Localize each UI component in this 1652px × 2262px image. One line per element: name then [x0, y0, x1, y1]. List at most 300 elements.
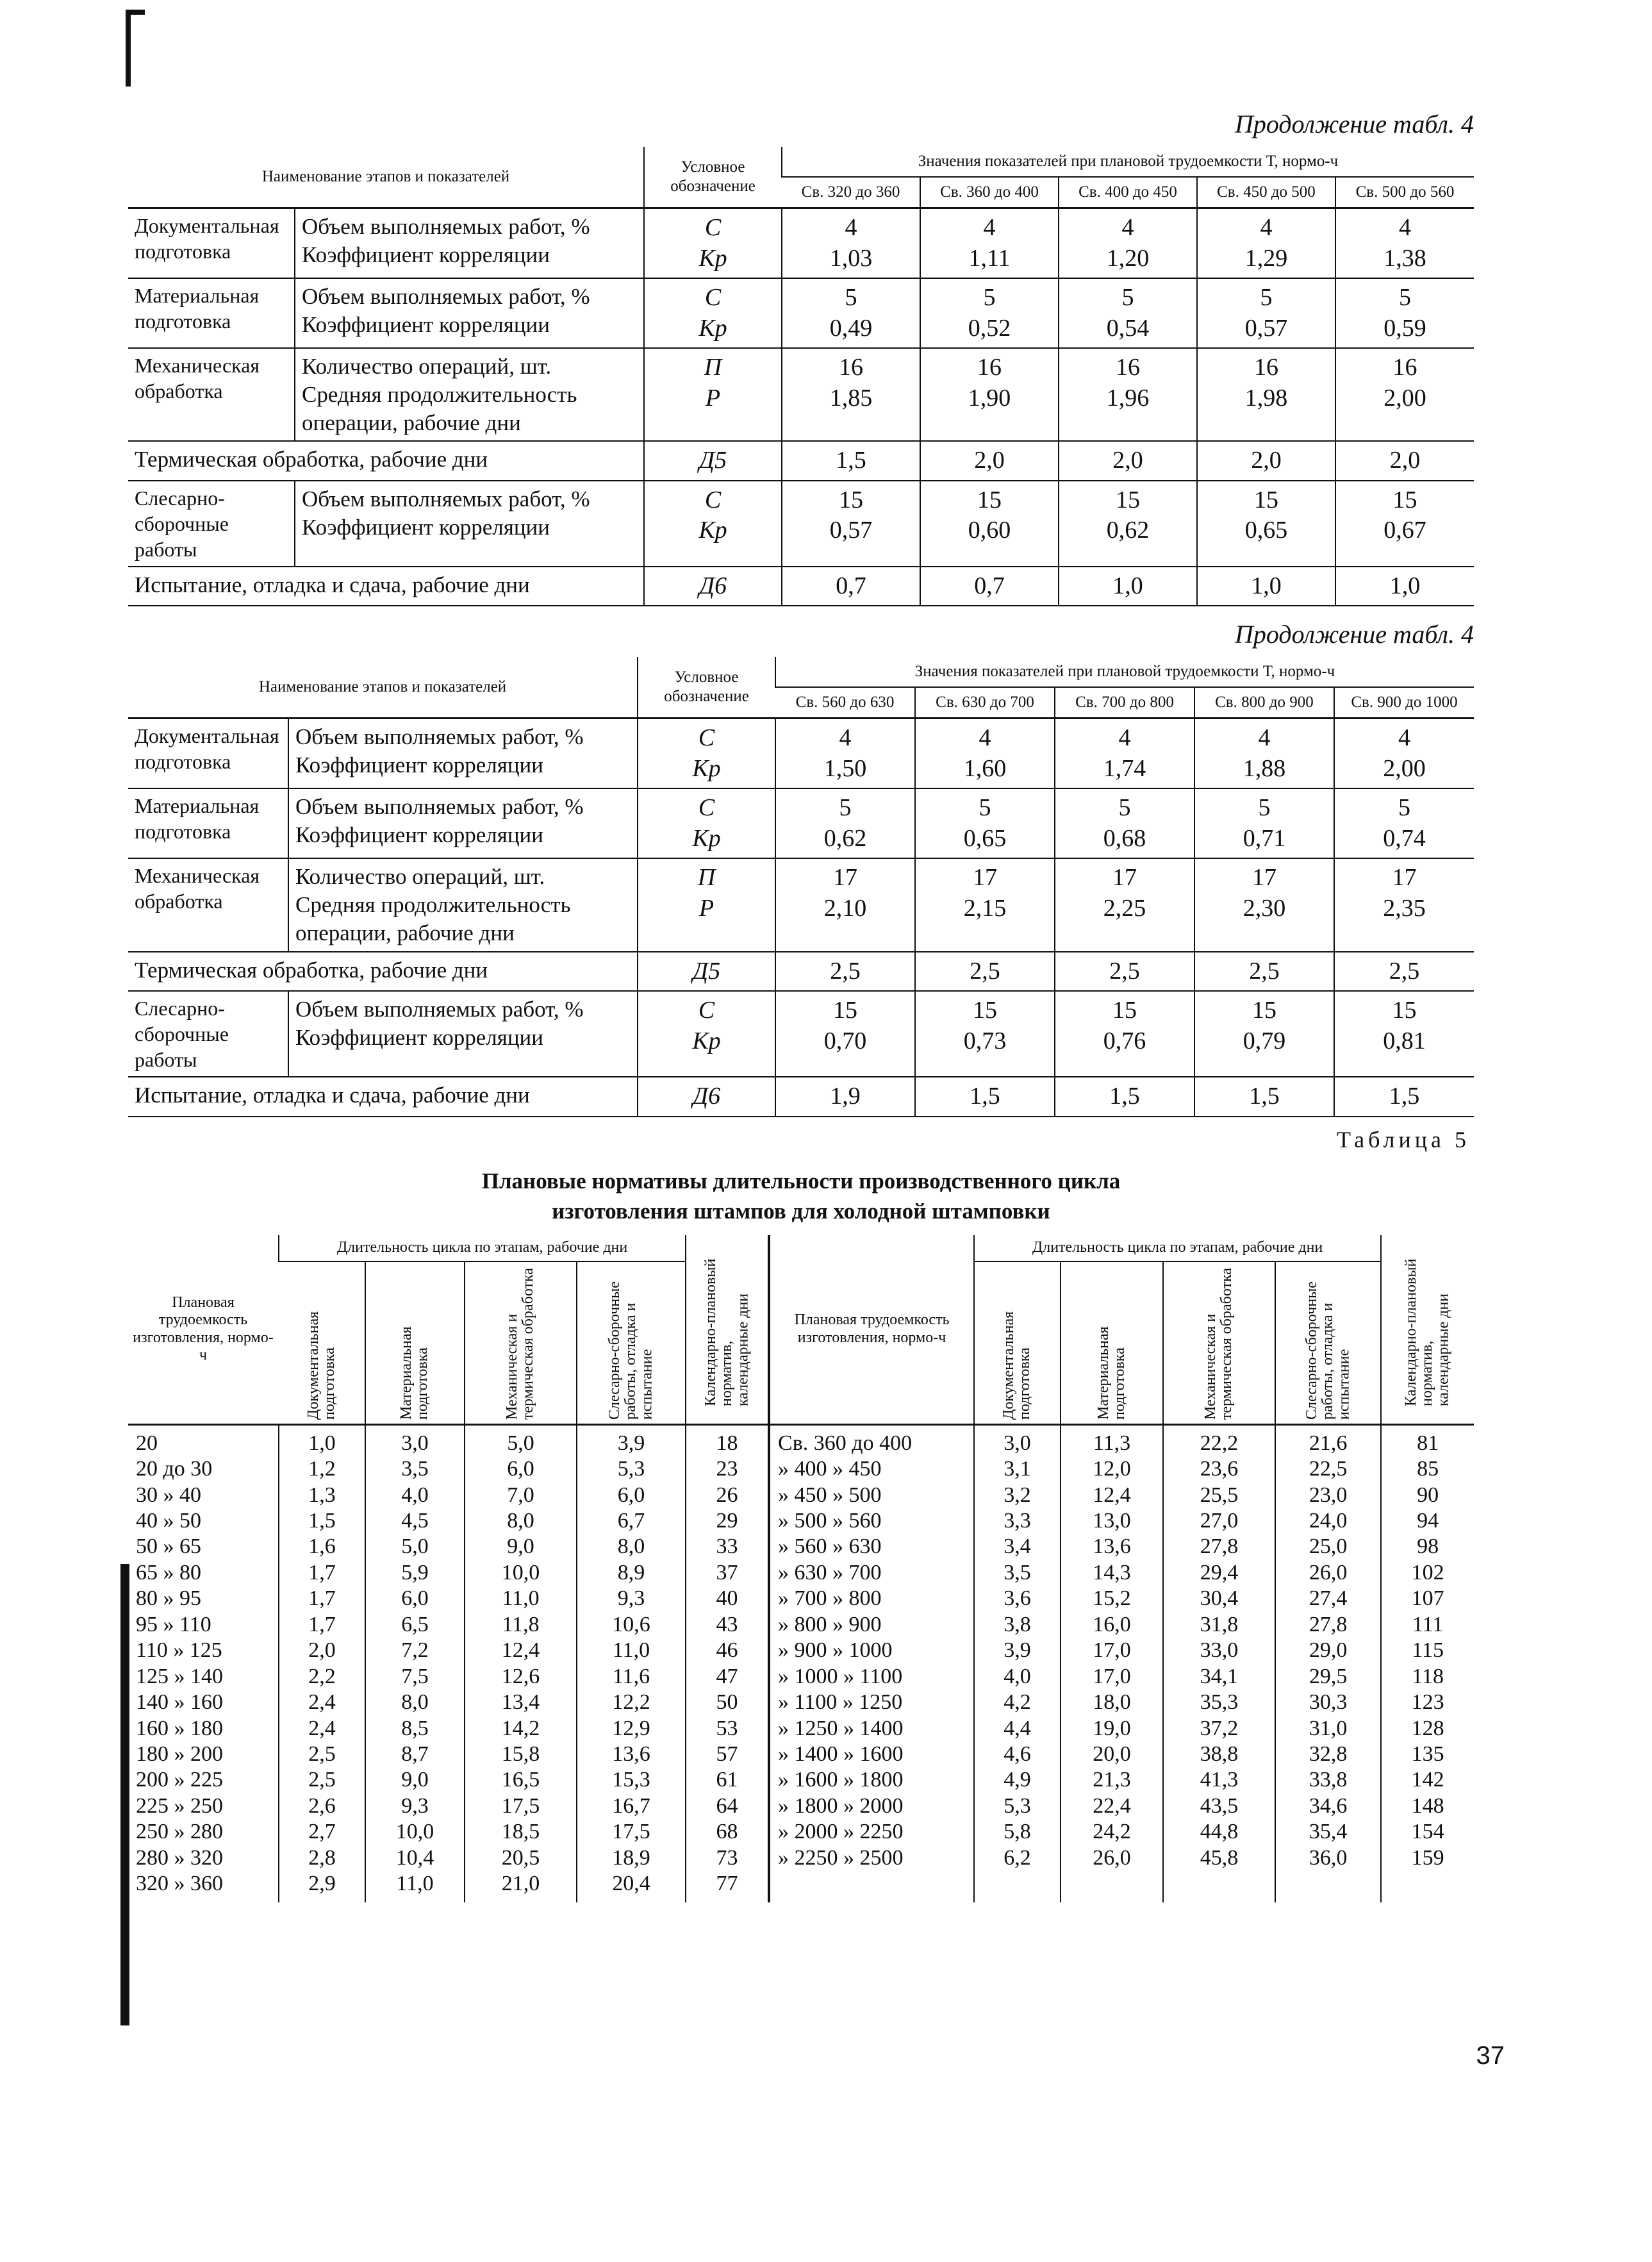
cell-value: 18,5 [501, 1820, 540, 1844]
symbol-cell [644, 208, 782, 279]
value-cell [1055, 719, 1194, 789]
value-line: 2,15 [963, 894, 1007, 922]
value-line: 0,79 [1243, 1027, 1286, 1054]
symbol-cell [638, 952, 775, 992]
value-line: 15 [1112, 997, 1137, 1024]
cell-value: 23,6 [1200, 1457, 1239, 1481]
cell-value: 13,6 [612, 1742, 650, 1767]
value-cell [1194, 952, 1334, 992]
value-line: 4 [839, 724, 852, 752]
indicator-line: Коэффициент корреляции [302, 312, 550, 337]
cell-value: 30,3 [1309, 1690, 1348, 1715]
cell-value: 115 [1412, 1638, 1444, 1663]
value-cell [1197, 567, 1335, 606]
indicator-line: Объем выполняемых работ, % [295, 794, 584, 820]
value-line: 5 [983, 284, 996, 311]
value-line: 17 [1392, 864, 1417, 892]
cell-value: 33,0 [1200, 1638, 1239, 1663]
value-cell [1059, 208, 1197, 279]
cell-value: 27,0 [1200, 1508, 1239, 1533]
cell-value: 3,9 [1004, 1638, 1031, 1663]
symbol-line: C [704, 214, 722, 241]
cell-value: 25,5 [1200, 1483, 1239, 1507]
indicator-cell [295, 278, 644, 348]
cell-value: 26,0 [1309, 1560, 1348, 1584]
value-line: 1,0 [1112, 572, 1143, 599]
cell-value: 26 [716, 1483, 738, 1507]
value-line: 4 [979, 724, 991, 752]
value-cell [920, 348, 1059, 441]
t5-left-fit-header: Слесарно-сборочные работы, отладка и испытание [606, 1281, 656, 1420]
value-cell [1059, 278, 1197, 348]
value-cell [1334, 991, 1474, 1077]
merged-indicator-cell: Термическая обработка, рабочие дни [128, 441, 644, 481]
cell-value: 123 [1411, 1690, 1444, 1715]
t5-right-mech-col [1163, 1424, 1275, 1902]
value-line: 4 [845, 214, 857, 241]
t5-right-group-header: Длительность цикла по этапам, рабочие дни [974, 1235, 1381, 1261]
table5-title-line2: изготовления штампов для холодной штамповки [552, 1198, 1050, 1224]
cell-value: 4,0 [401, 1483, 429, 1507]
cell-value: 9,3 [617, 1586, 645, 1611]
value-line: 1,74 [1103, 754, 1146, 782]
value-line: 1,96 [1106, 384, 1150, 412]
cell-value: » 560 » 630 [778, 1534, 882, 1559]
value-line: 1,50 [823, 754, 867, 782]
cell-value: 128 [1411, 1716, 1444, 1740]
cell-value: 45,8 [1200, 1845, 1239, 1870]
cell-value: 46 [716, 1638, 738, 1663]
indicator-cell [288, 719, 638, 789]
cell-value: 125 » 140 [136, 1664, 223, 1688]
value-line: 1,90 [968, 384, 1011, 412]
symbol-line: P [705, 384, 721, 412]
cell-value: 16,7 [612, 1793, 650, 1818]
cell-value: » 450 » 500 [778, 1483, 882, 1507]
value-line: 15 [839, 486, 863, 513]
value-line: 4 [1258, 724, 1271, 752]
cell-value: 17,0 [1093, 1638, 1131, 1663]
cell-value: 15,3 [612, 1768, 650, 1792]
table5-title [128, 1166, 1474, 1227]
cell-value: 11,6 [612, 1664, 650, 1688]
cell-value: 50 [716, 1690, 738, 1715]
table-row [128, 719, 1474, 789]
cell-value: 2,5 [308, 1742, 336, 1767]
value-cell [1194, 1077, 1334, 1117]
cell-value: » 1250 » 1400 [778, 1716, 904, 1740]
cell-value: 2,5 [308, 1768, 336, 1792]
value-line: 17 [833, 864, 857, 892]
range-header: Св. 800 до 900 [1194, 687, 1334, 719]
cell-value: 19,0 [1093, 1716, 1131, 1740]
symbol-line: Д5 [692, 957, 721, 985]
cell-value: 9,0 [507, 1534, 534, 1559]
cell-value: 15,2 [1093, 1586, 1131, 1611]
value-cell [1055, 788, 1194, 858]
value-line: 1,5 [1109, 1083, 1140, 1110]
cell-value: 81 [1417, 1431, 1439, 1455]
value-cell [782, 567, 920, 606]
value-line: 15 [1392, 486, 1417, 513]
cell-value: 30 » 40 [136, 1483, 201, 1507]
t5-right-mat-col [1061, 1424, 1163, 1902]
value-line: 0,57 [1244, 314, 1288, 342]
symbol-line: Kp [692, 824, 721, 852]
value-line: 0,49 [829, 314, 873, 342]
cell-value: 12,0 [1093, 1457, 1131, 1481]
cell-value: 37,2 [1200, 1716, 1239, 1740]
value-line: 15 [1115, 486, 1140, 513]
table-row [128, 788, 1474, 858]
value-line: 0,57 [829, 517, 873, 544]
value-cell [1334, 788, 1474, 858]
value-line: 15 [833, 997, 857, 1024]
cell-value: 11,0 [612, 1638, 650, 1663]
scan-corner-mark [126, 10, 131, 87]
cell-value: 9,0 [401, 1768, 429, 1792]
value-line: 15 [977, 486, 1002, 513]
cell-value: 1,5 [308, 1508, 336, 1533]
symbol-line: Kp [698, 314, 727, 342]
cell-value: 31,8 [1200, 1612, 1239, 1636]
value-cell [1335, 441, 1474, 481]
t5-left-mat-col [365, 1424, 465, 1902]
cell-value: 1,7 [308, 1586, 336, 1611]
merged-indicator-cell: Термическая обработка, рабочие дни [128, 952, 638, 992]
value-line: 2,30 [1243, 894, 1286, 922]
cell-value: 18,0 [1093, 1690, 1131, 1715]
value-line: 0,7 [974, 572, 1005, 599]
stage-cell: Документальная подготовка [128, 208, 295, 279]
stage-cell: Слесарно-сборочные работы [128, 481, 295, 567]
value-cell [915, 858, 1055, 951]
cell-value: 44,8 [1200, 1820, 1239, 1844]
table-row [128, 208, 1474, 279]
cell-value: 3,4 [1004, 1534, 1031, 1559]
value-line: 4 [1398, 214, 1411, 241]
table-row [128, 441, 1474, 481]
cell-value: 2,2 [308, 1664, 336, 1688]
cell-value: 27,8 [1309, 1612, 1348, 1636]
cell-value: 35,3 [1200, 1690, 1239, 1715]
value-cell [782, 278, 920, 348]
cell-value: 40 [716, 1586, 738, 1611]
indicator-line: Коэффициент корреляции [302, 242, 550, 267]
table-row [128, 858, 1474, 951]
cell-value: 1,3 [308, 1483, 336, 1507]
cell-value: 16,5 [501, 1768, 540, 1792]
cell-value: 7,2 [401, 1638, 429, 1663]
indicator-line: Объем выполняемых работ, % [302, 284, 590, 309]
cell-value: 3,1 [1004, 1457, 1031, 1481]
value-line: 2,10 [823, 894, 867, 922]
cell-value: 1,6 [308, 1534, 336, 1559]
value-cell [1334, 1077, 1474, 1117]
value-cell [1197, 481, 1335, 567]
cell-value: 8,7 [401, 1742, 429, 1767]
cell-value: 26,0 [1093, 1845, 1131, 1870]
cell-value: 13,4 [501, 1690, 540, 1715]
value-cell [775, 952, 915, 992]
value-line: 0,65 [1244, 517, 1288, 544]
cell-value: 12,4 [1093, 1483, 1131, 1507]
cell-value: 200 » 225 [136, 1768, 223, 1792]
cell-value: 2,7 [308, 1820, 336, 1844]
cell-value: 159 [1411, 1845, 1444, 1870]
value-cell [915, 1077, 1055, 1117]
value-line: 0,68 [1103, 824, 1146, 852]
cell-value: 25,0 [1309, 1534, 1348, 1559]
cell-value: 142 [1411, 1768, 1444, 1792]
value-cell [1197, 208, 1335, 279]
value-cell [1197, 278, 1335, 348]
value-cell [775, 788, 915, 858]
symbol-line: П [704, 354, 722, 381]
t5-right-total-header: Календарно-плановый норматив, календарные дни [1403, 1258, 1452, 1406]
value-cell [1335, 208, 1474, 279]
value-line: 1,5 [970, 1083, 1000, 1110]
value-line: 0,54 [1106, 314, 1150, 342]
cell-value: » 500 » 560 [778, 1508, 882, 1533]
table-row [128, 481, 1474, 567]
cell-value: 2,6 [308, 1793, 336, 1818]
table5 [128, 1235, 1474, 1902]
cell-value: 13,0 [1093, 1508, 1131, 1533]
cell-value: 21,6 [1309, 1431, 1348, 1455]
symbol-cell [638, 1077, 775, 1117]
value-line: 15 [972, 997, 997, 1024]
cell-value: 1,2 [308, 1457, 336, 1481]
cell-value: 7,0 [507, 1483, 534, 1507]
t5-left-fit-col [577, 1424, 686, 1902]
value-line: 2,5 [830, 957, 861, 985]
value-line: 0,76 [1103, 1027, 1146, 1054]
value-cell [1194, 788, 1334, 858]
value-cell [782, 348, 920, 441]
table5-label: Таблица 5 [1337, 1126, 1470, 1152]
cell-value: 6,7 [617, 1508, 645, 1533]
value-cell [782, 208, 920, 279]
value-line: 1,38 [1384, 244, 1426, 272]
value-line: 5 [979, 794, 991, 822]
value-line: 16 [977, 354, 1002, 381]
value-line: 16 [1392, 354, 1417, 381]
cell-value: 1,7 [308, 1560, 336, 1584]
cell-value: 20 [136, 1431, 158, 1455]
cell-value: 2,8 [308, 1845, 336, 1870]
cell-value: 40 » 50 [136, 1508, 201, 1533]
header-group: Значения показателей при плановой трудоемкости Т, нормо-ч [775, 657, 1474, 687]
cell-value: 22,4 [1093, 1793, 1131, 1818]
cell-value: 36,0 [1309, 1845, 1348, 1870]
value-line: 0,73 [963, 1027, 1007, 1054]
cell-value: » 1800 » 2000 [778, 1793, 904, 1818]
cell-value: 57 [716, 1742, 738, 1767]
value-line: 2,00 [1384, 384, 1426, 412]
t5-right-fit-header: Слесарно-сборочные работы, отладка и испытание [1303, 1281, 1353, 1420]
value-line: 2,00 [1383, 754, 1426, 782]
table-row [128, 348, 1474, 441]
symbol-cell [638, 719, 775, 789]
value-line: 4 [983, 214, 996, 241]
value-line: 0,7 [836, 572, 866, 599]
t5-left-mat-header: Материальная подготовка [398, 1326, 431, 1420]
stage-cell: Материальная подготовка [128, 278, 295, 348]
cell-value: 10,4 [395, 1845, 434, 1870]
t5-right-mech-header: Механическая и термическая обработка [1202, 1267, 1235, 1420]
t5-right-doc-col [974, 1424, 1061, 1902]
cell-value: 135 [1411, 1742, 1444, 1767]
cell-value: 11,0 [396, 1872, 434, 1896]
cell-value: 94 [1417, 1508, 1439, 1533]
cell-value: 11,0 [502, 1586, 540, 1611]
indicator-line: Объем выполняемых работ, % [295, 997, 584, 1022]
value-cell [1055, 952, 1194, 992]
symbol-cell [644, 567, 782, 606]
cell-value: 24,0 [1309, 1508, 1348, 1533]
cell-value: 98 [1417, 1534, 1439, 1559]
cell-value: 2,4 [308, 1690, 336, 1715]
page-content [128, 109, 1474, 1902]
symbol-line: П [697, 864, 716, 892]
value-line: 2,0 [1251, 447, 1282, 474]
cell-value: 12,6 [501, 1664, 540, 1688]
value-cell [775, 858, 915, 951]
cell-value: 23 [716, 1457, 738, 1481]
cell-value: 24,2 [1093, 1820, 1131, 1844]
indicator-cell [288, 858, 638, 951]
value-cell [1055, 858, 1194, 951]
value-cell [1059, 348, 1197, 441]
cell-value: 5,9 [401, 1560, 429, 1584]
indicator-cell [288, 991, 638, 1077]
cell-value: 3,2 [1004, 1483, 1031, 1507]
cell-value: 3,5 [1004, 1560, 1031, 1584]
t5-right-labor-col [769, 1424, 974, 1902]
value-line: 17 [972, 864, 997, 892]
range-header: Св. 630 до 700 [915, 687, 1055, 719]
value-cell [1335, 278, 1474, 348]
cell-value: 12,2 [612, 1690, 650, 1715]
cell-value: 1,7 [308, 1612, 336, 1636]
t5-right-doc-header: Документальная подготовка [1000, 1311, 1034, 1420]
value-line: 1,20 [1106, 244, 1150, 272]
symbol-line: C [698, 724, 715, 752]
cell-value: 20 до 30 [136, 1457, 213, 1481]
value-line: 0,74 [1383, 824, 1426, 852]
value-cell [775, 991, 915, 1077]
cell-value: 20,0 [1093, 1742, 1131, 1767]
cell-value: 3,3 [1004, 1508, 1031, 1533]
header-symbol: Условное обозначение [638, 657, 775, 719]
t5-left-total-col [686, 1424, 769, 1902]
range-header: Св. 500 до 560 [1335, 177, 1474, 208]
t5-left-labor-col [128, 1424, 279, 1902]
header-name: Наименование этапов и показателей [128, 657, 638, 719]
range-header: Св. 700 до 800 [1055, 687, 1194, 719]
cell-value: 14,2 [501, 1716, 540, 1740]
t5-left-total-header: Календарно-плановый норматив, календарные дни [702, 1258, 752, 1406]
t5-left-doc-col [279, 1424, 365, 1902]
t5-right-total-col [1381, 1424, 1474, 1902]
value-line: 5 [1398, 794, 1410, 822]
value-line: 4 [1398, 724, 1410, 752]
value-line: 5 [839, 794, 852, 822]
value-cell [920, 441, 1059, 481]
value-line: 2,0 [1112, 447, 1143, 474]
value-cell [782, 481, 920, 567]
value-line: 2,35 [1383, 894, 1426, 922]
indicator-cell [288, 788, 638, 858]
cell-value: 160 » 180 [136, 1716, 223, 1740]
cell-value: 17,5 [501, 1793, 540, 1818]
indicator-line: Средняя продолжительность операции, рабочие дни [302, 381, 577, 435]
cell-value: 18 [716, 1431, 738, 1455]
cell-value: 6,0 [507, 1457, 534, 1481]
value-cell [775, 1077, 915, 1117]
value-line: 1,5 [1249, 1083, 1280, 1110]
value-line: 17 [1112, 864, 1137, 892]
cell-value: 5,3 [1004, 1793, 1031, 1818]
value-cell [1334, 858, 1474, 951]
value-line: 0,71 [1243, 824, 1286, 852]
value-line: 16 [1115, 354, 1140, 381]
value-cell [1335, 348, 1474, 441]
cell-value: » 700 » 800 [778, 1586, 882, 1611]
cell-value: 9,3 [401, 1793, 429, 1818]
symbol-line: C [704, 486, 722, 513]
cell-value: 1,0 [308, 1431, 336, 1455]
value-cell [1059, 567, 1197, 606]
value-line: 1,85 [829, 384, 873, 412]
value-cell [1197, 348, 1335, 441]
value-cell [782, 441, 920, 481]
cell-value: 4,9 [1004, 1768, 1031, 1792]
cell-value: 43 [716, 1612, 738, 1636]
cell-value: 250 » 280 [136, 1820, 223, 1844]
cell-value: 33,8 [1309, 1768, 1348, 1792]
indicator-cell [295, 208, 644, 279]
cell-value: 65 » 80 [136, 1560, 201, 1584]
cell-value: 14,3 [1093, 1560, 1131, 1584]
cell-value: 320 » 360 [136, 1872, 223, 1896]
cell-value: 3,6 [1004, 1586, 1031, 1611]
cell-value: 85 [1417, 1457, 1439, 1481]
value-line: 1,88 [1243, 754, 1286, 782]
value-line: 1,98 [1244, 384, 1288, 412]
cell-value: 53 [716, 1716, 738, 1740]
cell-value: 80 » 95 [136, 1586, 201, 1611]
header-symbol: Условное обозначение [644, 147, 782, 208]
value-line: 2,5 [1389, 957, 1420, 985]
value-line: 15 [1392, 997, 1417, 1024]
table5-title-line1: Плановые нормативы длительности производственного цикла [481, 1168, 1121, 1193]
value-line: 15 [1253, 486, 1278, 513]
value-line: 1,29 [1244, 244, 1288, 272]
symbol-cell [638, 991, 775, 1077]
cell-value: 2,0 [308, 1638, 336, 1663]
t5-left-doc-header: Документальная подготовка [304, 1311, 338, 1420]
cell-value: 3,0 [401, 1431, 429, 1455]
value-line: 5 [845, 284, 857, 311]
symbol-cell [644, 278, 782, 348]
range-header: Св. 360 до 400 [920, 177, 1059, 208]
cell-value: 6,0 [617, 1483, 645, 1507]
t5-left-mech-col [465, 1424, 577, 1902]
cell-value: » 1100 » 1250 [778, 1690, 903, 1715]
value-line: 1,5 [1389, 1083, 1420, 1110]
